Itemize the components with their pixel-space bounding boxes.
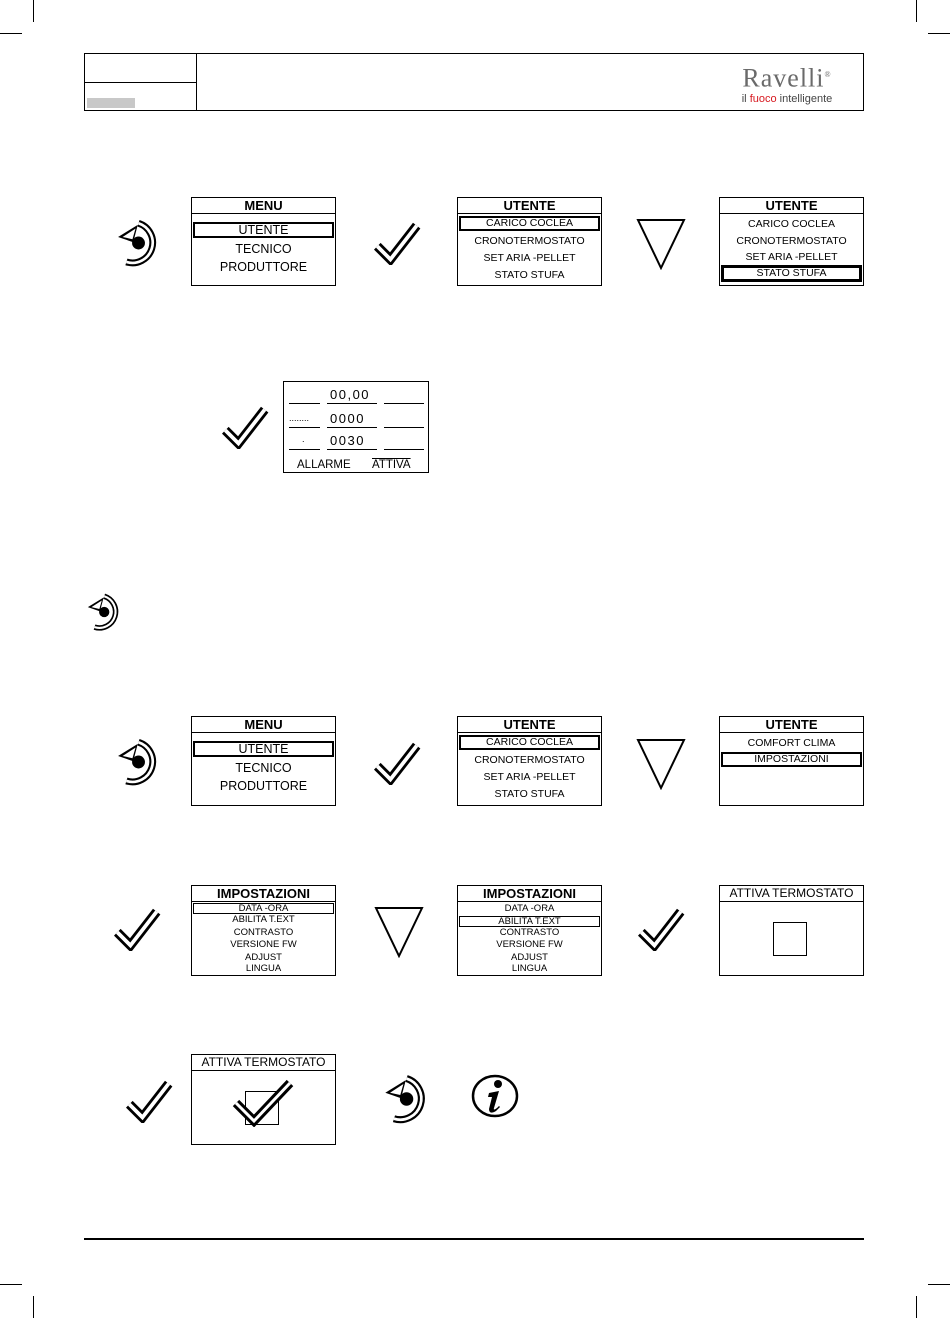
stato-label-row3: . [302, 434, 305, 444]
field-line [327, 427, 377, 428]
termostato-screen-on [191, 1054, 336, 1145]
menu-item-adjust: ADJUST [245, 951, 282, 963]
crop-mark [33, 0, 34, 22]
field-line [384, 449, 424, 450]
menu-item-adjust: ADJUST [511, 951, 548, 963]
menu-item-contrasto: CONTRASTO [499, 926, 560, 938]
menu-item-contrasto: CONTRASTO [233, 926, 294, 938]
crop-mark [916, 1296, 917, 1318]
screen-title: IMPOSTAZIONI [458, 886, 601, 902]
stato-active-label: ATTIVA [372, 459, 411, 471]
checkmark-icon [232, 1077, 294, 1127]
menu-item-data-ora: DATA -ORA [504, 903, 555, 914]
header-box [84, 53, 197, 111]
screen-title: ATTIVA TERMOSTATO [192, 1055, 335, 1071]
header-rule [863, 53, 864, 111]
checkmark-icon [220, 404, 270, 449]
menu-item-set-aria-pellet: SET ARIA -PELLET [745, 251, 838, 263]
screen-title: UTENTE [720, 717, 863, 733]
back-arrow-icon [82, 592, 124, 632]
checkmark-icon [636, 906, 686, 951]
menu-item-set-aria-pellet: SET ARIA -PELLET [483, 771, 576, 783]
header-gray-tab [87, 98, 135, 108]
field-line [327, 449, 377, 450]
back-arrow-icon [110, 737, 164, 787]
menu-item-set-aria-pellet: SET ARIA -PELLET [483, 252, 576, 264]
menu-item-data-ora: DATA -ORA [193, 903, 334, 914]
info-icon [471, 1073, 519, 1119]
menu-item-stato-stufa: STATO STUFA [494, 788, 565, 800]
menu-item-cronotermostato: CRONOTERMOSTATO [474, 754, 585, 766]
crop-mark [928, 33, 950, 34]
menu-item-tecnico: TECNICO [235, 242, 292, 256]
menu-item-stato-stufa: STATO STUFA [721, 265, 862, 282]
menu-item-lingua: LINGUA [245, 964, 282, 974]
stato-value-row1: 00,00 [330, 387, 371, 402]
screen-title: UTENTE [720, 198, 863, 214]
screen-title: MENU [192, 198, 335, 214]
screen-title: IMPOSTAZIONI [192, 886, 335, 902]
menu-screen [191, 716, 336, 806]
field-line [384, 403, 424, 404]
menu-item-abilita-text: ABILITA T.EXT [459, 916, 600, 927]
triangle-down-icon [636, 738, 686, 790]
menu-item-lingua: LINGUA [511, 964, 548, 974]
menu-item-cronotermostato: CRONOTERMOSTATO [736, 235, 847, 247]
menu-item-produttore: PRODUTTORE [219, 779, 308, 793]
brand-logo: Ravelli® il fuoco intelligente [741, 63, 833, 105]
stato-value-row3: 0030 [330, 433, 365, 448]
menu-item-produttore: PRODUTTORE [219, 260, 308, 274]
menu-item-impostazioni: IMPOSTAZIONI [721, 752, 862, 767]
menu-item-carico-coclea: CARICO COCLEA [459, 216, 600, 231]
checkmark-icon [372, 220, 422, 265]
footer-rule [84, 1238, 864, 1240]
utente-screen-scrolled [719, 716, 864, 806]
stato-alarm-label: ALLARME [297, 459, 351, 471]
header-rule [197, 53, 864, 54]
checkmark-icon [112, 906, 162, 951]
menu-item-carico-coclea: CARICO COCLEA [459, 735, 600, 750]
menu-item-versione-fw: VERSIONE FW [230, 939, 297, 950]
screen-title: UTENTE [458, 717, 601, 733]
screen-title: UTENTE [458, 198, 601, 214]
field-line [289, 403, 320, 404]
menu-item-tecnico: TECNICO [235, 761, 292, 775]
header-rule [197, 110, 864, 111]
termostato-checkbox [773, 922, 807, 956]
field-line [289, 449, 320, 450]
screen-title: ATTIVA TERMOSTATO [720, 886, 863, 902]
crop-mark [916, 0, 917, 22]
crop-mark [0, 33, 22, 34]
checkmark-icon [124, 1078, 174, 1123]
menu-item-versione-fw: VERSIONE FW [496, 939, 563, 950]
menu-screen [191, 197, 336, 286]
menu-item-abilita-text: ABILITA T.EXT [232, 914, 295, 925]
menu-item-carico-coclea: CARICO COCLEA [748, 218, 835, 230]
stato-label-row2: ........ [289, 413, 310, 423]
crop-mark [0, 1284, 22, 1285]
menu-item-cronotermostato: CRONOTERMOSTATO [474, 235, 585, 247]
screen-title: MENU [192, 717, 335, 733]
field-line [327, 403, 377, 404]
impostazioni-screen [191, 885, 336, 976]
field-line [289, 427, 320, 428]
menu-item-utente: UTENTE [193, 222, 334, 238]
crop-mark [33, 1296, 34, 1318]
stato-value-row2: 0000 [330, 411, 365, 426]
menu-item-utente: UTENTE [193, 741, 334, 757]
triangle-down-icon [374, 906, 424, 958]
utente-screen-scrolled [719, 197, 864, 286]
triangle-down-icon [636, 218, 686, 270]
menu-item-stato-stufa: STATO STUFA [494, 269, 565, 281]
crop-mark [928, 1284, 950, 1285]
utente-screen [457, 197, 602, 286]
back-arrow-icon [378, 1073, 432, 1125]
impostazioni-screen-scrolled [457, 885, 602, 976]
utente-screen [457, 716, 602, 806]
back-arrow-icon [110, 218, 164, 268]
field-line [384, 427, 424, 428]
menu-item-comfort-clima: COMFORT CLIMA [747, 737, 836, 749]
termostato-screen-off [719, 885, 864, 976]
checkmark-icon [372, 740, 422, 785]
stato-stufa-screen [283, 381, 429, 473]
